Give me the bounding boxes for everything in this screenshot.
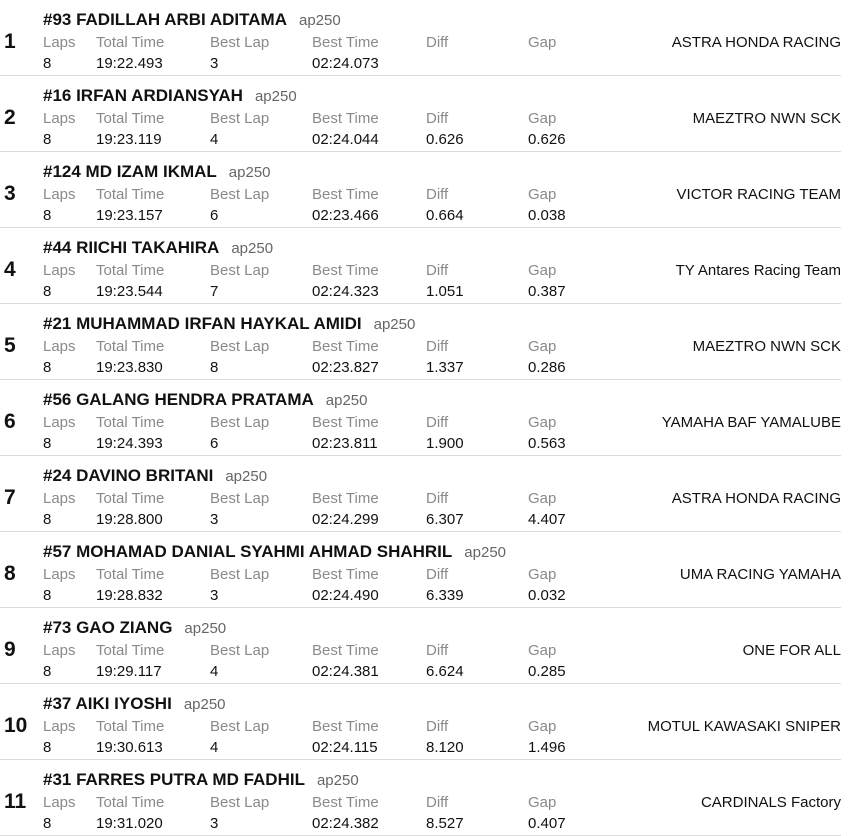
gap-value: 0.563 — [528, 435, 566, 452]
best-time-label: Best Time — [312, 262, 379, 279]
diff-label: Diff — [426, 642, 449, 659]
best-lap-value: 3 — [210, 511, 219, 528]
laps-label: Laps — [43, 718, 76, 735]
total-time-value: 19:29.117 — [96, 663, 162, 680]
class-tag: ap250 — [231, 240, 274, 257]
result-row[interactable] — [0, 532, 841, 608]
team-name: CARDINALS Factory — [700, 794, 841, 811]
best-time-label: Best Time — [312, 338, 379, 355]
gap-label: Gap — [528, 186, 557, 203]
best-lap-label: Best Lap — [210, 642, 270, 659]
gap-label: Gap — [528, 642, 557, 659]
rider-name[interactable] — [43, 694, 226, 714]
team-name: UMA RACING YAMAHA — [679, 566, 841, 583]
diff-label: Diff — [426, 718, 449, 735]
rider-name-text: #56 GALANG HENDRA PRATAMA — [43, 390, 314, 409]
laps-label: Laps — [43, 338, 76, 355]
diff-label: Diff — [426, 414, 449, 431]
position-number: 1 — [4, 30, 16, 53]
best-lap-label: Best Lap — [210, 186, 270, 203]
diff-value: 8.120 — [426, 739, 464, 756]
total-time-label: Total Time — [96, 110, 165, 127]
total-time-label: Total Time — [96, 794, 165, 811]
diff-label: Diff — [426, 338, 449, 355]
position-number: 7 — [4, 486, 16, 509]
total-time-label: Total Time — [96, 186, 165, 203]
diff-value: 6.339 — [426, 587, 464, 604]
team-name: ASTRA HONDA RACING — [671, 490, 841, 507]
position-number: 3 — [4, 182, 16, 205]
gap-label: Gap — [528, 718, 557, 735]
total-time-value: 19:23.830 — [96, 359, 163, 376]
best-time-label: Best Time — [312, 642, 379, 659]
gap-value: 0.407 — [528, 815, 566, 832]
laps-label: Laps — [43, 110, 76, 127]
total-time-value: 19:23.157 — [96, 207, 163, 224]
best-time-value: 02:24.490 — [312, 587, 379, 604]
laps-value: 8 — [43, 435, 52, 452]
diff-label: Diff — [426, 262, 449, 279]
total-time-label: Total Time — [96, 338, 165, 355]
rider-name[interactable] — [43, 770, 359, 790]
rider-name[interactable] — [43, 238, 273, 258]
team-name: ONE FOR ALL — [742, 642, 841, 659]
rider-name[interactable] — [43, 466, 267, 486]
team-name: VICTOR RACING TEAM — [676, 186, 841, 203]
total-time-value: 19:22.493 — [96, 55, 163, 72]
best-time-label: Best Time — [312, 34, 379, 51]
best-lap-value: 3 — [210, 55, 219, 72]
diff-value: 0.664 — [426, 207, 464, 224]
gap-value: 4.407 — [528, 511, 566, 528]
rider-name-text: #24 DAVINO BRITANI — [43, 466, 214, 485]
total-time-label: Total Time — [96, 718, 165, 735]
class-tag: ap250 — [183, 696, 226, 713]
total-time-label: Total Time — [96, 34, 165, 51]
laps-value: 8 — [43, 587, 52, 604]
laps-value: 8 — [43, 207, 52, 224]
best-time-value: 02:24.382 — [312, 815, 379, 832]
diff-label: Diff — [426, 490, 449, 507]
best-lap-label: Best Lap — [210, 718, 270, 735]
best-time-value: 02:23.827 — [312, 359, 379, 376]
best-time-value: 02:23.466 — [312, 207, 379, 224]
diff-value: 0.626 — [426, 131, 464, 148]
rider-name-text: #124 MD IZAM IKMAL — [43, 162, 217, 181]
team-name: ASTRA HONDA RACING — [671, 34, 841, 51]
gap-value: 0.286 — [528, 359, 566, 376]
best-lap-value: 6 — [210, 207, 219, 224]
gap-value: 0.626 — [528, 131, 566, 148]
best-lap-value: 3 — [210, 815, 219, 832]
rider-name[interactable] — [43, 390, 367, 410]
laps-label: Laps — [43, 566, 76, 583]
team-name: MOTUL KAWASAKI SNIPER — [647, 718, 841, 735]
laps-value: 8 — [43, 55, 52, 72]
laps-label: Laps — [43, 262, 76, 279]
rider-name[interactable] — [43, 162, 271, 182]
laps-value: 8 — [43, 131, 52, 148]
result-row[interactable] — [0, 228, 841, 304]
best-time-label: Best Time — [312, 794, 379, 811]
best-lap-label: Best Lap — [210, 338, 270, 355]
class-tag: ap250 — [299, 12, 341, 29]
rider-name-text: #73 GAO ZIANG — [43, 618, 173, 637]
diff-value: 1.337 — [426, 359, 464, 376]
gap-label: Gap — [528, 338, 557, 355]
laps-label: Laps — [43, 794, 76, 811]
diff-label: Diff — [426, 566, 449, 583]
best-lap-label: Best Lap — [210, 262, 270, 279]
rider-name[interactable] — [43, 314, 415, 334]
laps-value: 8 — [43, 283, 52, 300]
result-row[interactable] — [0, 76, 841, 152]
best-lap-value: 6 — [210, 435, 219, 452]
diff-value: 6.307 — [426, 511, 464, 528]
result-row[interactable] — [0, 0, 841, 76]
laps-value: 8 — [43, 511, 52, 528]
position-number: 6 — [4, 410, 16, 433]
result-row[interactable] — [0, 684, 841, 760]
position-number: 2 — [4, 106, 16, 129]
total-time-value: 19:23.544 — [96, 283, 163, 300]
total-time-value: 19:24.393 — [96, 435, 163, 452]
best-lap-label: Best Lap — [210, 34, 270, 51]
class-tag: ap250 — [373, 316, 416, 333]
best-lap-label: Best Lap — [210, 490, 270, 507]
class-tag: ap250 — [464, 544, 507, 561]
laps-label: Laps — [43, 34, 76, 51]
gap-value: 0.285 — [528, 663, 566, 680]
team-name: MAEZTRO NWN SCK — [692, 338, 841, 355]
total-time-value: 19:28.832 — [96, 587, 163, 604]
best-time-value: 02:24.073 — [312, 55, 379, 72]
best-lap-value: 3 — [210, 587, 219, 604]
best-lap-value: 4 — [210, 131, 219, 148]
position-number: 10 — [4, 714, 28, 737]
result-row[interactable] — [0, 760, 841, 836]
rider-name[interactable] — [43, 542, 506, 562]
rider-name[interactable] — [43, 618, 226, 638]
rider-name[interactable] — [43, 86, 297, 106]
position-number: 8 — [4, 562, 16, 585]
best-lap-value: 4 — [210, 663, 219, 680]
best-time-label: Best Time — [312, 566, 379, 583]
result-row[interactable] — [0, 456, 841, 532]
result-row[interactable] — [0, 608, 841, 684]
best-time-value: 02:24.044 — [312, 131, 379, 148]
team-name: MAEZTRO NWN SCK — [692, 110, 841, 127]
result-row[interactable] — [0, 152, 841, 228]
diff-value: 8.527 — [426, 815, 464, 832]
best-time-label: Best Time — [312, 414, 379, 431]
best-time-value: 02:24.323 — [312, 283, 379, 300]
laps-value: 8 — [43, 663, 52, 680]
team-name: TY Antares Racing Team — [675, 262, 841, 279]
rider-name-text: #31 FARRES PUTRA MD FADHIL — [43, 770, 305, 789]
laps-value: 8 — [43, 359, 52, 376]
class-tag: ap250 — [225, 468, 268, 485]
class-tag: ap250 — [228, 164, 271, 181]
best-time-value: 02:24.115 — [312, 739, 378, 756]
position-number: 4 — [4, 258, 16, 281]
gap-label: Gap — [528, 34, 557, 51]
team-name: YAMAHA BAF YAMALUBE — [661, 414, 841, 431]
best-time-label: Best Time — [312, 186, 379, 203]
diff-label: Diff — [426, 110, 449, 127]
position-number: 9 — [4, 638, 16, 661]
position-number: 5 — [4, 334, 16, 357]
rider-name-text: #57 MOHAMAD DANIAL SYAHMI AHMAD SHAHRIL — [43, 542, 453, 561]
diff-value: 1.051 — [426, 283, 464, 300]
total-time-label: Total Time — [96, 414, 165, 431]
gap-label: Gap — [528, 414, 557, 431]
gap-label: Gap — [528, 490, 557, 507]
best-time-value: 02:24.381 — [312, 663, 379, 680]
best-lap-value: 8 — [210, 359, 219, 376]
total-time-label: Total Time — [96, 262, 165, 279]
best-lap-value: 4 — [210, 739, 219, 756]
total-time-value: 19:30.613 — [96, 739, 163, 756]
result-row[interactable] — [0, 380, 841, 456]
total-time-label: Total Time — [96, 566, 165, 583]
best-lap-label: Best Lap — [210, 566, 270, 583]
diff-label: Diff — [426, 34, 449, 51]
total-time-label: Total Time — [96, 642, 165, 659]
result-row[interactable] — [0, 304, 841, 380]
best-lap-label: Best Lap — [210, 110, 270, 127]
total-time-label: Total Time — [96, 490, 165, 507]
laps-label: Laps — [43, 490, 76, 507]
best-time-value: 02:24.299 — [312, 511, 379, 528]
gap-value: 0.038 — [528, 207, 566, 224]
best-lap-label: Best Lap — [210, 414, 270, 431]
diff-label: Diff — [426, 794, 449, 811]
class-tag: ap250 — [325, 392, 368, 409]
gap-label: Gap — [528, 794, 557, 811]
rider-name-text: #37 AIKI IYOSHI — [43, 694, 172, 713]
gap-label: Gap — [528, 262, 557, 279]
rider-name-text: #44 RIICHI TAKAHIRA — [43, 238, 220, 257]
best-lap-value: 7 — [210, 283, 219, 300]
class-tag: ap250 — [184, 620, 227, 637]
rider-name[interactable] — [43, 10, 341, 30]
rider-name-text: #93 FADILLAH ARBI ADITAMA — [43, 10, 287, 29]
best-time-value: 02:23.811 — [312, 435, 378, 452]
laps-value: 8 — [43, 815, 52, 832]
gap-value: 0.387 — [528, 283, 566, 300]
total-time-value: 19:28.800 — [96, 511, 163, 528]
total-time-value: 19:23.119 — [96, 131, 162, 148]
gap-value: 1.496 — [528, 739, 566, 756]
gap-value: 0.032 — [528, 587, 566, 604]
rider-name-text: #21 MUHAMMAD IRFAN HAYKAL AMIDI — [43, 314, 362, 333]
total-time-value: 19:31.020 — [96, 815, 163, 832]
diff-value: 6.624 — [426, 663, 464, 680]
laps-label: Laps — [43, 186, 76, 203]
diff-value: 1.900 — [426, 435, 464, 452]
laps-label: Laps — [43, 642, 76, 659]
class-tag: ap250 — [316, 772, 359, 789]
laps-value: 8 — [43, 739, 52, 756]
gap-label: Gap — [528, 566, 557, 583]
class-tag: ap250 — [254, 88, 297, 105]
best-time-label: Best Time — [312, 490, 379, 507]
rider-name-text: #16 IRFAN ARDIANSYAH — [43, 86, 243, 105]
gap-label: Gap — [528, 110, 557, 127]
best-time-label: Best Time — [312, 718, 379, 735]
diff-label: Diff — [426, 186, 449, 203]
best-time-label: Best Time — [312, 110, 379, 127]
position-number: 11 — [4, 790, 27, 813]
laps-label: Laps — [43, 414, 76, 431]
best-lap-label: Best Lap — [210, 794, 270, 811]
